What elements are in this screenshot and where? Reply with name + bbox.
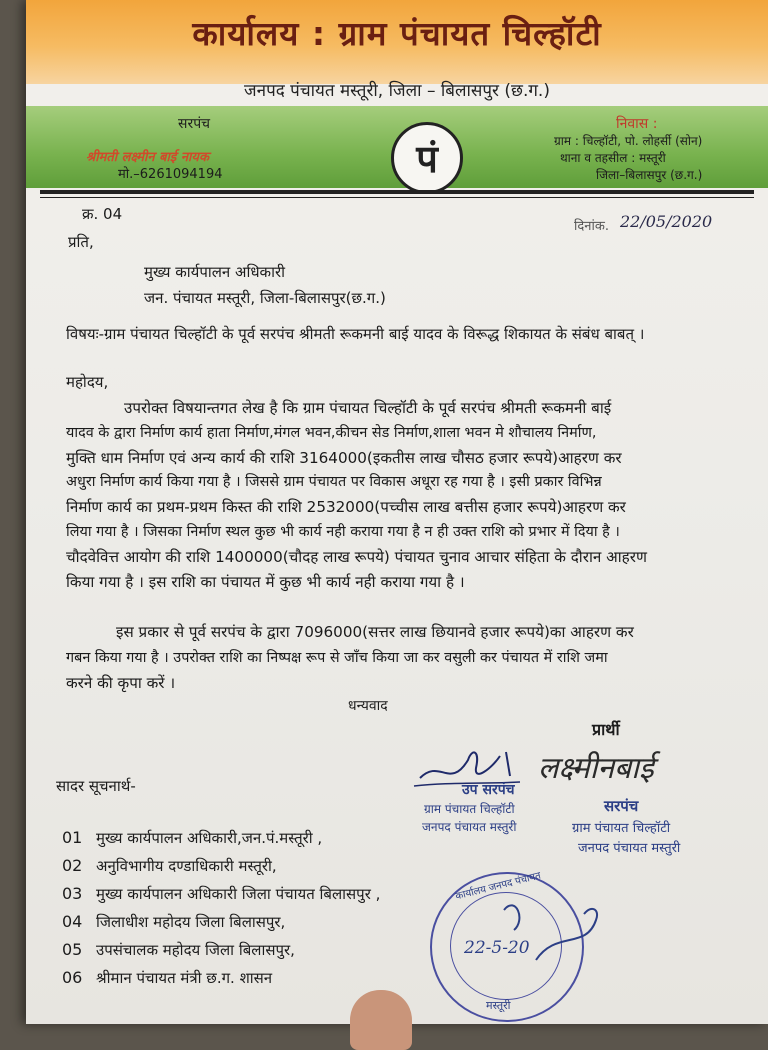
paragraph-1-line: यादव के द्वारा निर्माण कार्य हाता निर्माण,मंगल भवन,कीचन सेड निर्माण,शाला भवन मे शौचालय निर्माण, <box>66 425 597 441</box>
receiving-stamp-date: 22-5-20 <box>464 938 530 958</box>
letterhead-rule-thick <box>40 190 754 194</box>
prati: प्रति, <box>68 233 94 251</box>
paragraph-1-line: चौदवेवित्त आयोग की राशि 1400000(चौदह लाख रूपये) पंचायत चुनाव आचार संहिता के दौरान आहरण <box>66 548 647 566</box>
phone-number: मो.–6261094194 <box>118 167 223 182</box>
cc-item-text: अनुविभागीय दण्डाधिकारी मस्तूरी, <box>96 857 277 875</box>
paragraph-2-line: इस प्रकार से पूर्व सरपंच के द्वारा 7096000(सत्तर लाख छियानवे हजार रूपये)का आहरण कर <box>116 623 634 641</box>
cc-item-text: जिलाधीश महोदय जिला बिलासपुर, <box>96 913 286 931</box>
sarpanch-label: सरपंच <box>178 116 211 132</box>
deputy-stamp-line-1: उप सरपंच <box>462 782 515 798</box>
receiving-stamp-ring-text: कार्यालय जनपद पंचायत <box>454 870 543 903</box>
letterhead-rule-thin <box>40 197 754 198</box>
deputy-stamp-line-3: जनपद पंचायत मस्तुरी <box>422 820 517 834</box>
paragraph-2-line: गबन किया गया है । उपरोक्त राशि का निष्पक्ष रूप से जाँच किया जा कर वसुली कर पंचायत में राशि जमा <box>66 650 608 666</box>
paragraph-2-line: करने की कृपा करें । <box>66 674 176 692</box>
residence-line-3: जिला–बिलासपुर (छ.ग.) <box>596 168 703 182</box>
salutation: महोदय, <box>66 373 109 391</box>
date-label: दिनांक. <box>574 219 609 234</box>
cc-heading: सादर सूचनार्थ- <box>56 777 136 795</box>
subject-line: विषयः-ग्राम पंचायत चिल्हॉटी के पूर्व सरपंच श्रीमती रूकमनी बाई यादव के विरूद्ध शिकायत के संबंध बाबत् । <box>66 325 645 343</box>
sarpanch-stamp-line-1: सरपंच <box>604 797 639 815</box>
residence-line-1: ग्राम : चिल्हॉटी, पो. लोहर्सी (सोन) <box>554 134 703 148</box>
panchayat-logo: पं <box>391 122 463 194</box>
paragraph-1-line: अधुरा निर्माण कार्य किया गया है । जिससे ग्राम पंचायत पर विकास अधूरा रह गया है । इसी प्रकार विभिन्न <box>66 474 602 490</box>
receiving-stamp-place: मस्तूरी <box>486 999 511 1012</box>
applicant-label: प्रार्थी <box>592 720 620 739</box>
recipient-title: मुख्य कार्यपालन अधिकारी <box>144 263 285 281</box>
office-title: कार्यालय : ग्राम पंचायत चिल्हॉटी <box>192 14 602 53</box>
recipient-address: जन. पंचायत मस्तूरी, जिला-बिलासपुर(छ.ग.) <box>144 289 386 307</box>
sarpanch-stamp-line-3: जनपद पंचायत मस्तुरी <box>578 841 681 856</box>
deputy-stamp-line-2: ग्राम पंचायत चिल्हॉटी <box>424 802 515 816</box>
paragraph-1-line: किया गया है । इस राशि का पंचायत में कुछ भी कार्य नही कराया गया है । <box>66 573 465 591</box>
sarpanch-stamp-line-2: ग्राम पंचायत चिल्हॉटी <box>572 821 671 836</box>
residence-line-2: थाना व तहसील : मस्तूरी <box>560 151 666 165</box>
cc-item-number: 02 <box>62 856 83 875</box>
cc-item-number: 01 <box>62 828 83 847</box>
cc-item-text: मुख्य कार्यपालन अधिकारी,जन.पं.मस्तूरी , <box>96 829 323 847</box>
reference-number: क्र. 04 <box>82 205 123 223</box>
cc-item-text: श्रीमान पंचायत मंत्री छ.ग. शासन <box>96 969 273 987</box>
letter-page <box>26 0 768 1024</box>
cc-item-text: मुख्य कार्यपालन अधिकारी जिला पंचायत बिलासपुर , <box>96 885 381 903</box>
cc-item-number: 04 <box>62 912 83 931</box>
thanks: धन्यवाद <box>348 698 388 714</box>
applicant-signature: लक्ष्मीनबाई <box>538 751 654 786</box>
paragraph-1-line: निर्माण कार्य का प्रथम-प्रथम किस्त की राशि 2532000(पच्चीस लाख बत्तीस हजार रूपये)आहरण कर <box>66 498 626 516</box>
date-value: 22/05/2020 <box>620 212 713 231</box>
cc-item-number: 03 <box>62 884 83 903</box>
paragraph-1-line: उपरोक्त विषयान्तगत लेख है कि ग्राम पंचायत चिल्हॉटी के पूर्व सरपंच श्रीमती रूकमनी बाई <box>124 399 612 417</box>
paragraph-1-line: लिया गया है । जिसका निर्माण स्थल कुछ भी कार्य नही कराया गया है न ही उक्त राशि को प्रभार में दिया है । <box>66 524 620 540</box>
cc-item-number: 05 <box>62 940 83 959</box>
cc-item-text: उपसंचालक महोदय जिला बिलासपुर, <box>96 941 295 959</box>
sarpanch-name: श्रीमती लक्ष्मीन बाई नायक <box>86 150 209 165</box>
thumb-in-frame <box>350 990 412 1050</box>
cc-item-number: 06 <box>62 968 83 987</box>
paragraph-1-line: मुक्ति धाम निर्माण एवं अन्य कार्य की राशि 3164000(इकतीस लाख चौसठ हजार रूपये)आहरण कर <box>66 449 622 467</box>
residence-label: निवास : <box>616 116 658 132</box>
receiving-stamp-scribble <box>496 890 606 980</box>
office-subtitle: जनपद पंचायत मस्तूरी, जिला – बिलासपुर (छ.ग.) <box>244 81 550 101</box>
